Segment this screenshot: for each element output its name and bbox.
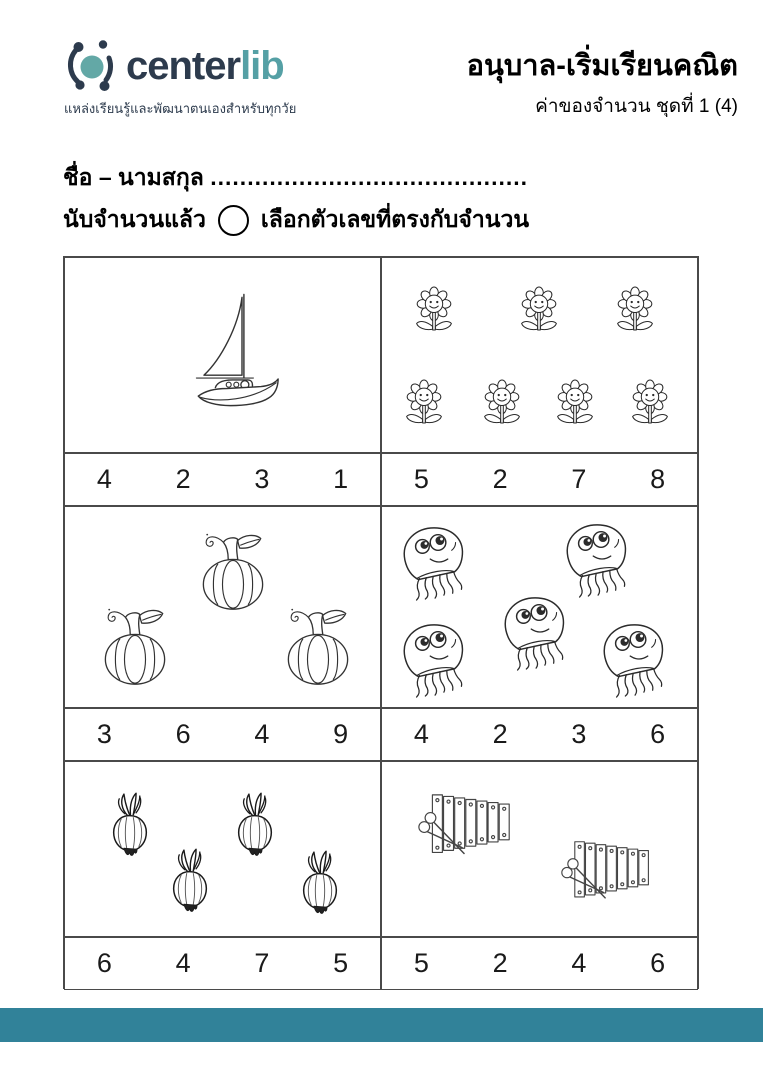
answer-choice[interactable]: 2 xyxy=(175,464,191,494)
answer-choice[interactable]: 1 xyxy=(333,464,349,494)
cell-xylophones xyxy=(381,761,698,990)
pumpkin-icon xyxy=(279,602,357,688)
instruction-pre: นับจำนวนแล้ว xyxy=(63,206,206,232)
answer-choice[interactable]: 4 xyxy=(413,719,429,749)
cell-pumpkins-art xyxy=(65,507,380,707)
xylophone-icon xyxy=(418,792,514,864)
pumpkin-icon xyxy=(194,527,272,613)
page-title: อนุบาล-เริ่มเรียนคณิต xyxy=(466,50,738,82)
name-line xyxy=(63,160,528,196)
worksheet-grid xyxy=(63,256,699,989)
jellyfish-icon xyxy=(496,593,584,671)
jellyfish-icon xyxy=(558,520,646,598)
cell-sailboat-art xyxy=(65,258,380,452)
flower-icon xyxy=(628,378,672,436)
answer-choice[interactable]: 2 xyxy=(492,719,508,749)
cell-onions xyxy=(64,761,381,990)
logo-text: centerlib xyxy=(126,43,284,88)
answer-choice[interactable]: 5 xyxy=(413,464,429,494)
flower-icon xyxy=(480,378,524,436)
logo xyxy=(62,36,382,119)
cell-jellyfish-art xyxy=(382,507,697,707)
answer-choice[interactable]: 3 xyxy=(254,464,270,494)
answer-choice[interactable]: 6 xyxy=(650,948,666,978)
jellyfish-icon xyxy=(395,523,483,601)
answer-row xyxy=(65,936,380,989)
answer-choice[interactable]: 4 xyxy=(254,719,270,749)
logo-mark-icon xyxy=(62,36,122,96)
answer-row xyxy=(382,707,697,760)
xylophone-icon xyxy=(561,839,653,908)
answer-choice[interactable]: 3 xyxy=(571,719,587,749)
answer-choice[interactable]: 6 xyxy=(96,948,112,978)
instruction-line xyxy=(63,202,529,238)
answer-circle-icon xyxy=(218,205,249,236)
cell-xylophones-art xyxy=(382,762,697,936)
flower-icon xyxy=(553,378,597,436)
answer-choice[interactable]: 4 xyxy=(175,948,191,978)
name-blank: ........................................... xyxy=(210,164,529,190)
cell-flowers xyxy=(381,257,698,506)
logo-tagline: แหล่งเรียนรู้และพัฒนาตนเองสำหรับทุกวัย xyxy=(64,101,297,116)
pumpkin-icon xyxy=(96,602,174,688)
answer-choice[interactable]: 6 xyxy=(175,719,191,749)
cell-jellyfish xyxy=(381,506,698,761)
cell-flowers-art xyxy=(382,258,697,452)
sailboat-icon xyxy=(185,288,280,413)
answer-choice[interactable]: 6 xyxy=(650,719,666,749)
answer-choice[interactable]: 3 xyxy=(96,719,112,749)
answer-choice[interactable]: 5 xyxy=(333,948,349,978)
name-label: ชื่อ – นามสกุล xyxy=(63,164,204,190)
onion-icon xyxy=(109,789,151,859)
page-subtitle: ค่าของจำนวน ชุดที่ 1 (4) xyxy=(535,96,738,117)
answer-row xyxy=(65,707,380,760)
answer-choice[interactable]: 7 xyxy=(254,948,270,978)
answer-choice[interactable]: 4 xyxy=(96,464,112,494)
flower-icon xyxy=(517,285,561,343)
answer-choice[interactable]: 7 xyxy=(571,464,587,494)
answer-row xyxy=(65,452,380,505)
answer-choice[interactable]: 4 xyxy=(571,948,587,978)
flower-icon xyxy=(412,285,456,343)
cell-sailboat xyxy=(64,257,381,506)
onion-icon xyxy=(299,847,341,917)
answer-choice[interactable]: 2 xyxy=(492,948,508,978)
answer-choice[interactable]: 8 xyxy=(650,464,666,494)
cell-pumpkins xyxy=(64,506,381,761)
answer-choice[interactable]: 9 xyxy=(333,719,349,749)
onion-icon xyxy=(234,789,276,859)
cell-onions-art xyxy=(65,762,380,936)
jellyfish-icon xyxy=(595,620,683,698)
answer-row xyxy=(382,936,697,989)
onion-icon xyxy=(169,845,211,915)
flower-icon xyxy=(402,378,446,436)
footer-bar xyxy=(0,1008,763,1042)
jellyfish-icon xyxy=(395,620,483,698)
answer-row xyxy=(382,452,697,505)
answer-choice[interactable]: 5 xyxy=(413,948,429,978)
instruction-post: เลือกตัวเลขที่ตรงกับจำนวน xyxy=(260,206,530,232)
answer-choice[interactable]: 2 xyxy=(492,464,508,494)
flower-icon xyxy=(613,285,657,343)
